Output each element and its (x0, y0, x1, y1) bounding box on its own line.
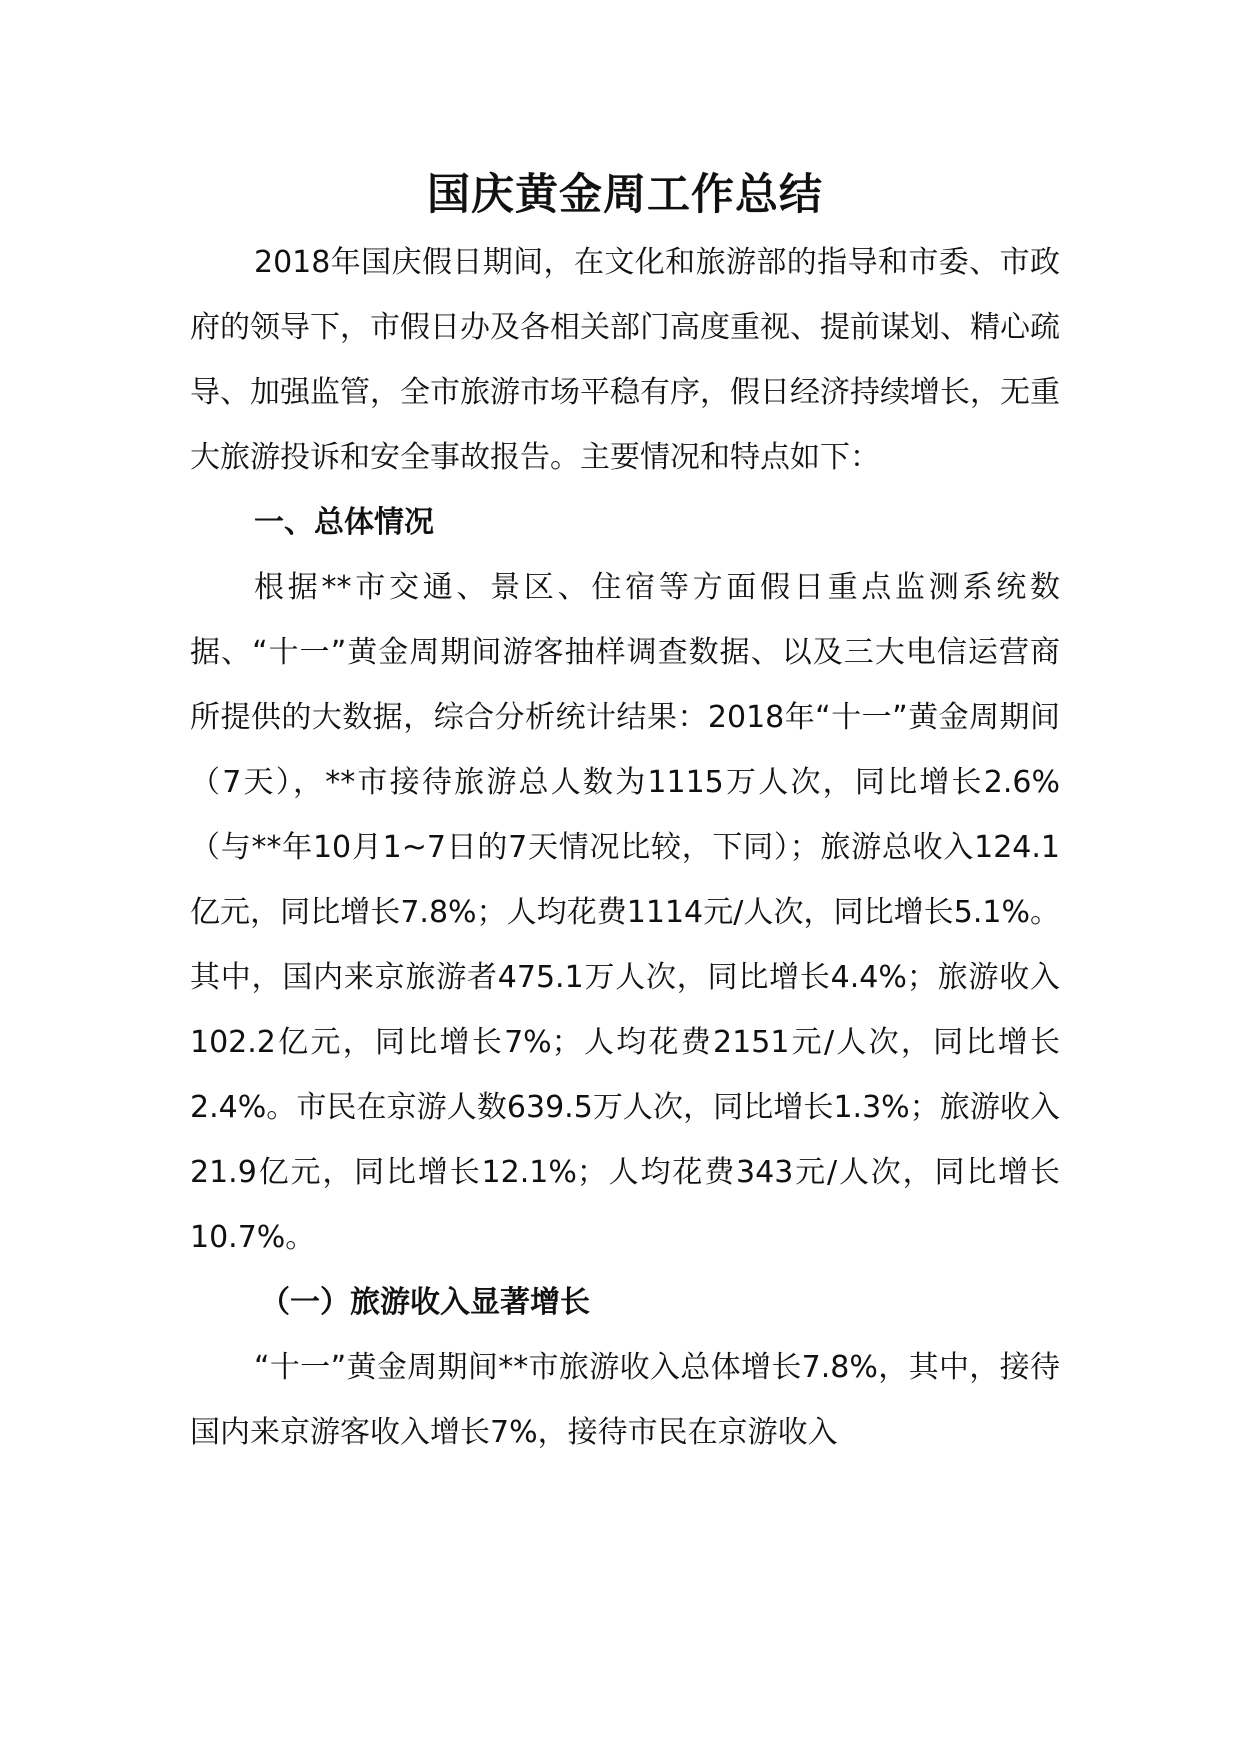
revenue-paragraph: “十一”黄金周期间**市旅游收入总体增长7.8%，其中，接待国内来京游客收入增长7%，接待市民在京游收入 (190, 1350, 1060, 1450)
intro-paragraph: 2018年国庆假日期间，在文化和旅游部的指导和市委、市政府的领导下，市假日办及各相关部门高度重视、提前谋划、精心疏导、加强监管，全市旅游市场平稳有序，假日经济持续增长，无重大旅游投诉和安全事故报告。主要情况和特点如下： (190, 245, 1060, 475)
document-title: 国庆黄金周工作总结 (427, 170, 823, 220)
document-page (190, 160, 1060, 1465)
overview-paragraph: 根据**市交通、景区、住宿等方面假日重点监测系统数据、“十一”黄金周期间游客抽样调查数据、以及三大电信运营商所提供的大数据，综合分析统计结果：2018年“十一”黄金周期间（7天），**市接待旅游总人数为1115万人次，同比增长2.6%（与**年10月1~7日的7天情况比较，下同）；旅游总收入124.1亿元，同比增长7.8%；人均花费1114元/人次，同比增长5.1%。其中，国内来京旅游者475.1万人次，同比增长4.4%；旅游收入102.2亿元，同比增长7%；人均花费2151元/人次，同比增长2.4%。市民在京游人数639.5万人次，同比增长1.3%；旅游收入21.9亿元，同比增长12.1%；人均花费343元/人次，同比增长10.7%。 (190, 570, 1060, 1255)
section-heading-overview: 一、总体情况 (254, 505, 434, 540)
subsection-heading-revenue: （一）旅游收入显著增长 (260, 1285, 590, 1320)
